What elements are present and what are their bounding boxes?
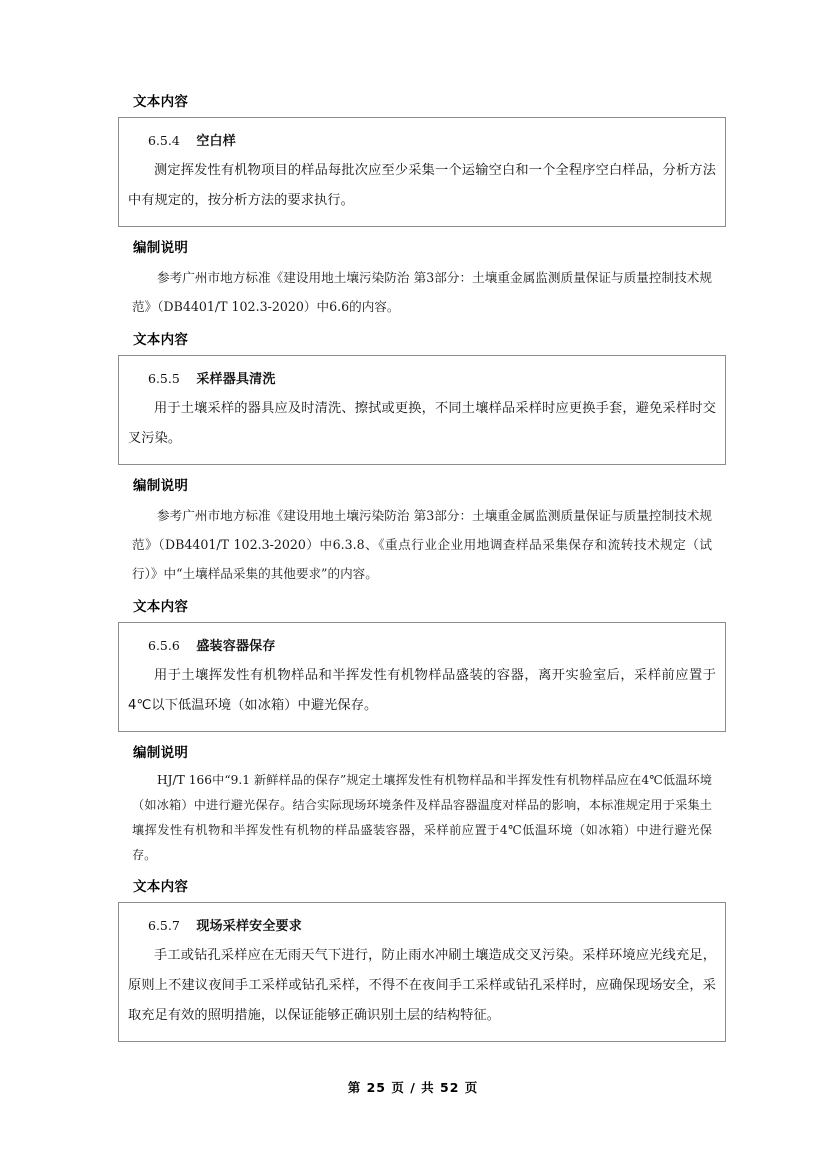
clause-number-654: 6.5.4 — [148, 133, 180, 148]
clause-number-657: 6.5.7 — [148, 918, 180, 933]
clause-body-654: 测定挥发性有机物项目的样品每批次应至少采集一个运输空白和一个全程序空白样品，分析方法中有规定的，按分析方法的要求执行。 — [128, 163, 716, 208]
clause-title-657: 现场采样安全要求 — [196, 919, 302, 934]
clause-heading-656 — [128, 632, 716, 661]
page-footer — [0, 1078, 826, 1096]
section-label-text-content-1: 文本内容 — [133, 94, 189, 110]
text-content-box-655 — [118, 355, 726, 465]
clause-number-655: 6.5.5 — [148, 371, 180, 386]
clause-body-656: 用于土壤挥发性有机物样品和半挥发性有机物样品盛装的容器，离开实验室后，采样前应置于4℃以下低温环境（如冰箱）中避光保存。 — [128, 668, 716, 713]
note-paragraph-1: 参考广州市地方标准《建设用地土壤污染防治 第3部分：土壤重金属监测质量保证与质量控制技术规范》（DB4401/T 102.3-2020）中6.6的内容。 — [132, 270, 712, 314]
clause-title-654: 空白样 — [196, 134, 236, 149]
note-paragraph-3: HJ/T 166中“9.1 新鲜样品的保存”规定土壤挥发性有机物样品和半挥发性有机物样品应在4℃低温环境（如冰箱）中进行避光保存。结合实际现场环境条件及样品容器温度对样品的影响，本标准规定用于采集土壤挥发性有机物和半挥发性有机物的样品盛装容器，采样前应置于4℃低温环境（如冰箱）中进行避光保存。 — [132, 773, 712, 862]
section-label-note-2: 编制说明 — [133, 478, 189, 494]
section-label-text-content-2: 文本内容 — [133, 332, 189, 348]
clause-title-655: 采样器具清洗 — [196, 372, 276, 387]
clause-heading-654 — [128, 127, 716, 156]
section-label-note-1: 编制说明 — [133, 240, 189, 256]
section-label-text-content-3: 文本内容 — [133, 599, 189, 615]
clause-body-657: 手工或钻孔采样应在无雨天气下进行，防止雨水冲刷土壤造成交叉污染。采样环境应光线充足，原则上不建议夜间手工采样或钻孔采样，不得不在夜间手工采样或钻孔采样时，应确保现场安全，采取充足有效的照明措施，以保证能够正确识别土层的结构特征。 — [128, 948, 716, 1023]
clause-title-656: 盛装容器保存 — [196, 639, 276, 654]
text-content-box-654 — [118, 117, 726, 227]
clause-number-656: 6.5.6 — [148, 638, 180, 653]
clause-body-655: 用于土壤采样的器具应及时清洗、擦拭或更换，不同土壤样品采样时应更换手套，避免采样时交叉污染。 — [128, 401, 716, 446]
text-content-box-656 — [118, 622, 726, 732]
footer-total-pages: 52 — [440, 1080, 460, 1095]
text-content-box-657 — [118, 902, 726, 1042]
note-paragraph-2: 参考广州市地方标准《建设用地土壤污染防治 第3部分：土壤重金属监测质量保证与质量控制技术规范》（DB4401/T 102.3-2020）中6.3.8、《重点行业企业用地调查样品采集保存和流转技术规定（试行）》中“土壤样品采集的其他要求”的内容。 — [132, 508, 712, 581]
section-label-text-content-4: 文本内容 — [133, 879, 189, 895]
clause-heading-655 — [128, 365, 716, 394]
footer-prefix: 第 — [347, 1080, 362, 1095]
footer-middle: 页 / 共 — [391, 1080, 435, 1095]
section-label-note-3: 编制说明 — [133, 745, 189, 761]
footer-suffix: 页 — [464, 1080, 479, 1095]
clause-heading-657 — [128, 912, 716, 941]
document-body — [118, 92, 726, 1053]
footer-current-page: 25 — [366, 1080, 386, 1095]
